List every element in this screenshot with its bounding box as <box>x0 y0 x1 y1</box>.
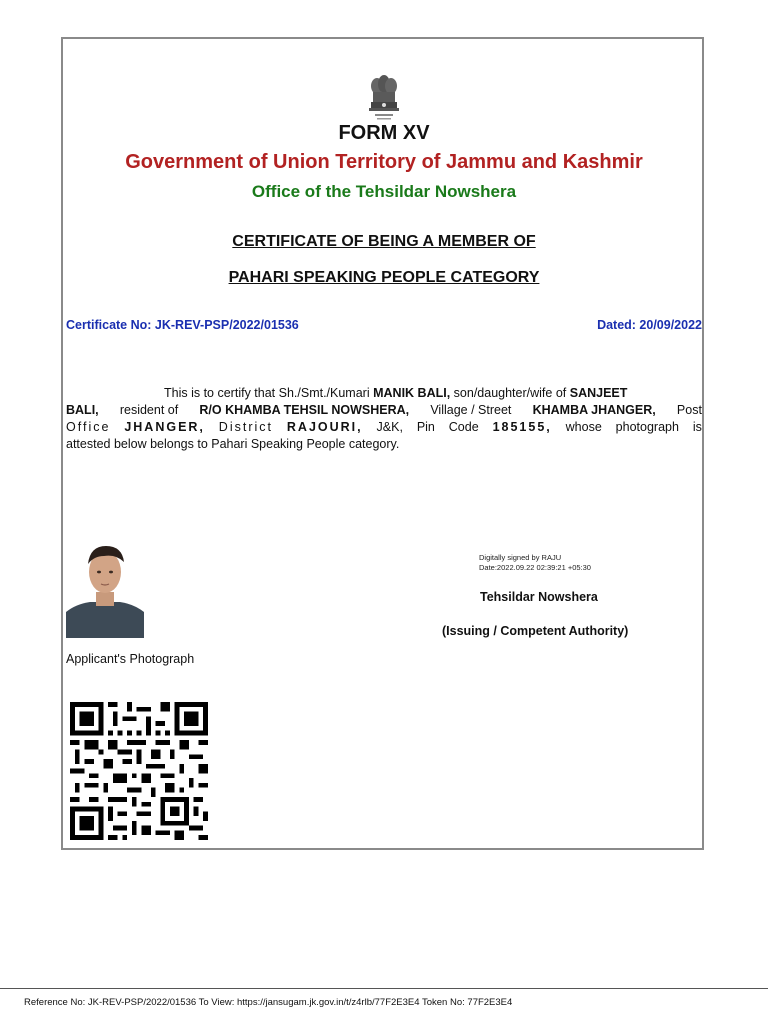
body-line-4: attested below belongs to Pahari Speaking People category. <box>66 437 400 451</box>
qr-code-icon <box>70 702 208 840</box>
photo-caption: Applicant's Photograph <box>66 652 195 666</box>
certificate-title-line1: CERTIFICATE OF BEING A MEMBER OF <box>232 233 536 250</box>
post-office: JHANGER, <box>124 420 205 434</box>
village: KHAMBA JHANGER, <box>532 403 656 417</box>
national-emblem-icon <box>365 64 403 122</box>
body-intro: This is to certify that Sh./Smt./Kumari MANIK BALI, son/daughter/wife of SANJEET <box>164 386 628 400</box>
residence: R/O KHAMBA TEHSIL NOWSHERA, <box>199 403 410 417</box>
certificate-date: Dated: 20/09/2022 <box>597 318 702 332</box>
digital-signature-line1: Digitally signed by RAJU <box>479 553 562 562</box>
government-title: Government of Union Territory of Jammu and Kashmir <box>125 151 643 173</box>
father-name-first: SANJEET <box>569 386 628 400</box>
certificate-number: Certificate No: JK-REV-PSP/2022/01536 <box>66 318 299 332</box>
applicant-photo <box>66 540 144 638</box>
body-line-3: Office JHANGER, District RAJOURI, J&K, Pin Code 185155, whose photograph is <box>66 420 702 434</box>
issuing-authority: (Issuing / Competent Authority) <box>442 624 629 638</box>
footer-reference: Reference No: JK-REV-PSP/2022/01536 To View: https://jansugam.jk.gov.in/t/z4rlb/77F2E3E4 Token No: 77F2E3E4 <box>24 997 513 1008</box>
pin-code: 185155, <box>492 420 552 434</box>
digital-signature-line2: Date:2022.09.22 02:39:21 +05:30 <box>479 563 591 572</box>
father-name-last: BALI, <box>66 403 99 417</box>
body-line-1 <box>66 385 702 402</box>
body-line-2: BALI, resident of R/O KHAMBA TEHSIL NOWSHERA, Village / Street KHAMBA JHANGER, Post <box>66 403 702 417</box>
office-title: Office of the Tehsildar Nowshera <box>251 182 517 201</box>
footer-divider <box>0 988 768 989</box>
certificate-body <box>66 385 702 453</box>
district: RAJOURI, <box>286 420 363 434</box>
applicant-name: MANIK BALI, <box>373 386 451 400</box>
form-title: FORM XV <box>338 122 430 144</box>
signatory-designation: Tehsildar Nowshera <box>480 590 598 604</box>
certificate-title-line2: PAHARI SPEAKING PEOPLE CATEGORY <box>228 269 540 286</box>
